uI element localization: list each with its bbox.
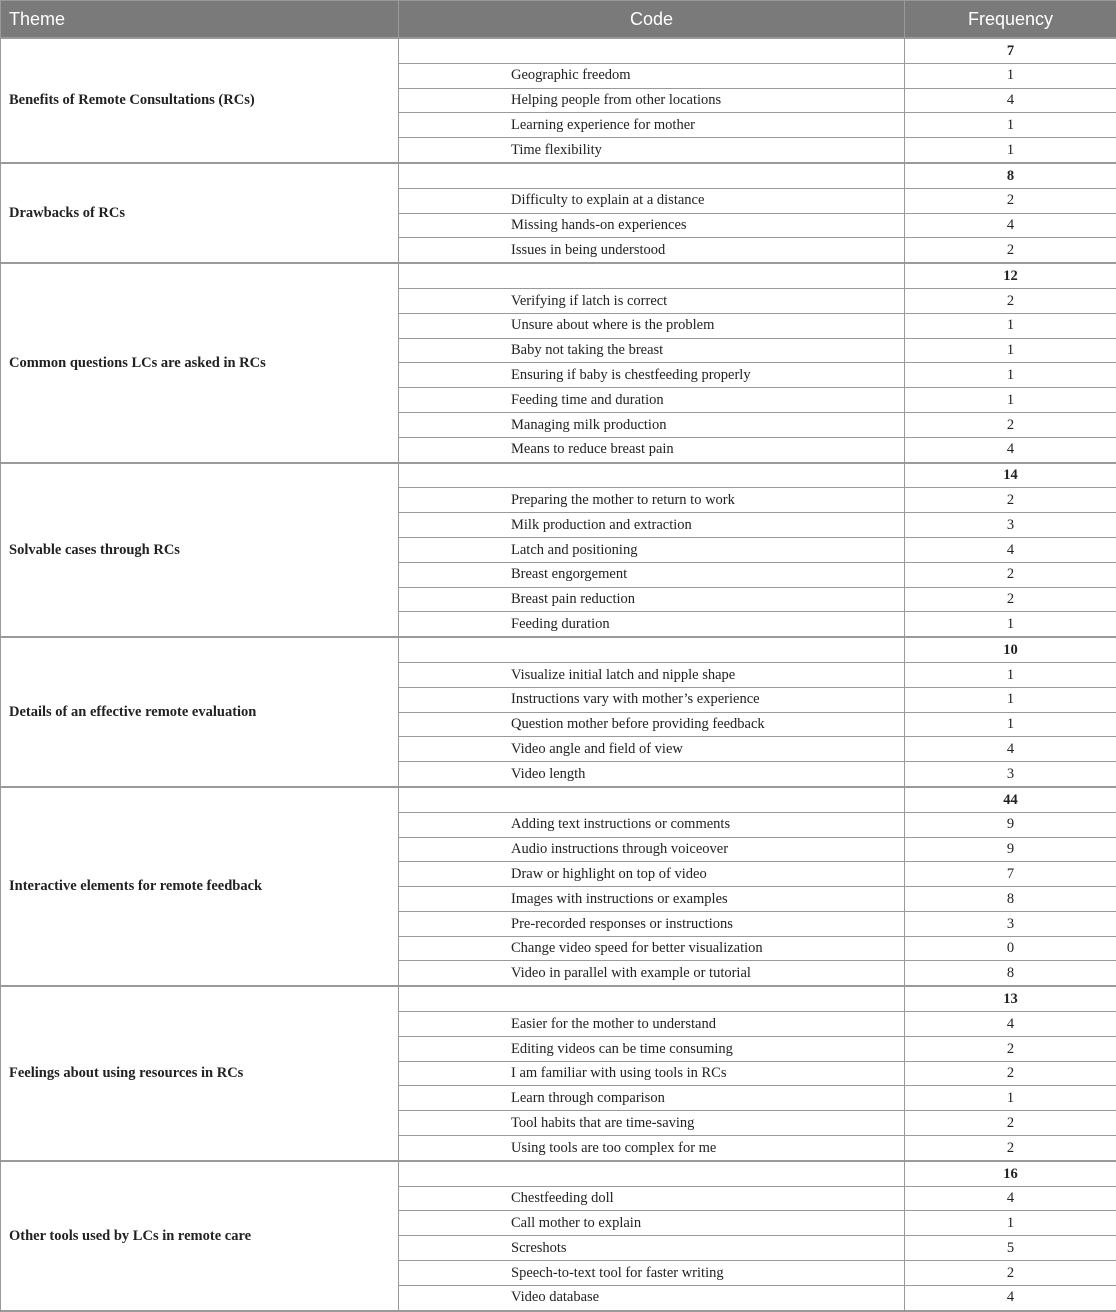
code-cell: Editing videos can be time consuming bbox=[399, 1036, 905, 1061]
code-cell: Chestfeeding doll bbox=[399, 1186, 905, 1211]
header-row bbox=[1, 1, 1116, 39]
theme-total-frequency: 7 bbox=[905, 38, 1116, 63]
code-cell: Missing hands-on experiences bbox=[399, 213, 905, 238]
theme-cell: Drawbacks of RCs bbox=[1, 163, 399, 263]
code-cell: Easier for the mother to understand bbox=[399, 1012, 905, 1037]
frequency-cell: 2 bbox=[905, 587, 1116, 612]
frequency-cell: 4 bbox=[905, 88, 1116, 113]
code-cell: Feeding duration bbox=[399, 612, 905, 637]
code-cell: Question mother before providing feedback bbox=[399, 712, 905, 737]
code-cell: Call mother to explain bbox=[399, 1211, 905, 1236]
frequency-cell: 5 bbox=[905, 1236, 1116, 1261]
code-cell: Images with instructions or examples bbox=[399, 887, 905, 912]
code-cell: Time flexibility bbox=[399, 138, 905, 163]
code-cell: Ensuring if baby is chestfeeding properly bbox=[399, 363, 905, 388]
frequency-cell: 9 bbox=[905, 812, 1116, 837]
code-cell-empty bbox=[399, 163, 905, 188]
code-cell: Audio instructions through voiceover bbox=[399, 837, 905, 862]
code-cell: Video length bbox=[399, 762, 905, 787]
frequency-cell: 2 bbox=[905, 1061, 1116, 1086]
frequency-cell: 3 bbox=[905, 513, 1116, 538]
table-body bbox=[1, 38, 1116, 1311]
theme-total-row bbox=[1, 787, 1116, 812]
frequency-cell: 1 bbox=[905, 388, 1116, 413]
theme-total-frequency: 44 bbox=[905, 787, 1116, 812]
code-cell: I am familiar with using tools in RCs bbox=[399, 1061, 905, 1086]
code-cell: Change video speed for better visualization bbox=[399, 936, 905, 961]
frequency-cell: 3 bbox=[905, 911, 1116, 936]
code-cell-empty bbox=[399, 1161, 905, 1186]
code-cell: Helping people from other locations bbox=[399, 88, 905, 113]
code-cell: Visualize initial latch and nipple shape bbox=[399, 662, 905, 687]
frequency-cell: 2 bbox=[905, 1261, 1116, 1286]
theme-total-frequency: 8 bbox=[905, 163, 1116, 188]
frequency-cell: 9 bbox=[905, 837, 1116, 862]
code-cell: Video database bbox=[399, 1285, 905, 1310]
frequency-cell: 4 bbox=[905, 537, 1116, 562]
theme-total-row bbox=[1, 263, 1116, 288]
code-cell: Pre-recorded responses or instructions bbox=[399, 911, 905, 936]
frequency-cell: 2 bbox=[905, 1036, 1116, 1061]
theme-total-row bbox=[1, 1161, 1116, 1186]
code-cell: Breast engorgement bbox=[399, 562, 905, 587]
header-code: Code bbox=[399, 1, 905, 39]
theme-total-row bbox=[1, 637, 1116, 662]
code-cell: Screshots bbox=[399, 1236, 905, 1261]
frequency-cell: 0 bbox=[905, 936, 1116, 961]
code-cell: Difficulty to explain at a distance bbox=[399, 188, 905, 213]
frequency-cell: 1 bbox=[905, 612, 1116, 637]
theme-total-frequency: 13 bbox=[905, 986, 1116, 1011]
code-cell: Baby not taking the breast bbox=[399, 338, 905, 363]
theme-cell: Details of an effective remote evaluation bbox=[1, 637, 399, 787]
theme-cell: Common questions LCs are asked in RCs bbox=[1, 263, 399, 462]
theme-total-row bbox=[1, 463, 1116, 488]
frequency-cell: 2 bbox=[905, 488, 1116, 513]
code-cell: Managing milk production bbox=[399, 412, 905, 437]
theme-total-row bbox=[1, 38, 1116, 63]
frequency-cell: 1 bbox=[905, 138, 1116, 163]
code-cell: Means to reduce breast pain bbox=[399, 437, 905, 462]
frequency-cell: 1 bbox=[905, 1086, 1116, 1111]
code-cell: Video angle and field of view bbox=[399, 737, 905, 762]
code-cell: Milk production and extraction bbox=[399, 513, 905, 538]
theme-cell: Interactive elements for remote feedback bbox=[1, 787, 399, 986]
code-cell: Video in parallel with example or tutorial bbox=[399, 961, 905, 986]
frequency-cell: 8 bbox=[905, 887, 1116, 912]
code-cell-empty bbox=[399, 637, 905, 662]
frequency-cell: 1 bbox=[905, 338, 1116, 363]
frequency-cell: 1 bbox=[905, 687, 1116, 712]
frequency-cell: 4 bbox=[905, 213, 1116, 238]
frequency-cell: 1 bbox=[905, 63, 1116, 88]
theme-cell: Other tools used by LCs in remote care bbox=[1, 1161, 399, 1311]
code-cell: Learn through comparison bbox=[399, 1086, 905, 1111]
code-cell-empty bbox=[399, 38, 905, 63]
code-cell: Geographic freedom bbox=[399, 63, 905, 88]
code-cell-empty bbox=[399, 787, 905, 812]
header-theme: Theme bbox=[1, 1, 399, 39]
frequency-cell: 1 bbox=[905, 662, 1116, 687]
theme-cell: Benefits of Remote Consultations (RCs) bbox=[1, 38, 399, 163]
code-cell: Breast pain reduction bbox=[399, 587, 905, 612]
frequency-cell: 4 bbox=[905, 1186, 1116, 1211]
header-frequency: Frequency bbox=[905, 1, 1116, 39]
table-header bbox=[1, 1, 1116, 39]
frequency-cell: 2 bbox=[905, 1111, 1116, 1136]
frequency-cell: 4 bbox=[905, 1285, 1116, 1310]
frequency-cell: 2 bbox=[905, 1136, 1116, 1161]
frequency-cell: 1 bbox=[905, 313, 1116, 338]
frequency-cell: 3 bbox=[905, 762, 1116, 787]
frequency-cell: 1 bbox=[905, 363, 1116, 388]
code-cell: Tool habits that are time-saving bbox=[399, 1111, 905, 1136]
frequency-cell: 8 bbox=[905, 961, 1116, 986]
frequency-cell: 1 bbox=[905, 1211, 1116, 1236]
code-cell: Learning experience for mother bbox=[399, 113, 905, 138]
frequency-cell: 2 bbox=[905, 412, 1116, 437]
code-cell: Preparing the mother to return to work bbox=[399, 488, 905, 513]
frequency-cell: 2 bbox=[905, 288, 1116, 313]
code-cell: Using tools are too complex for me bbox=[399, 1136, 905, 1161]
frequency-cell: 2 bbox=[905, 188, 1116, 213]
frequency-cell: 4 bbox=[905, 737, 1116, 762]
frequency-cell: 1 bbox=[905, 712, 1116, 737]
theme-total-frequency: 14 bbox=[905, 463, 1116, 488]
code-cell-empty bbox=[399, 263, 905, 288]
theme-total-row bbox=[1, 986, 1116, 1011]
code-cell: Adding text instructions or comments bbox=[399, 812, 905, 837]
theme-total-frequency: 12 bbox=[905, 263, 1116, 288]
code-cell: Speech-to-text tool for faster writing bbox=[399, 1261, 905, 1286]
code-cell: Issues in being understood bbox=[399, 238, 905, 263]
theme-total-frequency: 10 bbox=[905, 637, 1116, 662]
frequency-cell: 2 bbox=[905, 562, 1116, 587]
frequency-cell: 1 bbox=[905, 113, 1116, 138]
frequency-cell: 4 bbox=[905, 437, 1116, 462]
code-cell-empty bbox=[399, 986, 905, 1011]
theme-total-frequency: 16 bbox=[905, 1161, 1116, 1186]
code-cell: Instructions vary with mother’s experience bbox=[399, 687, 905, 712]
code-cell-empty bbox=[399, 463, 905, 488]
code-cell: Draw or highlight on top of video bbox=[399, 862, 905, 887]
frequency-cell: 7 bbox=[905, 862, 1116, 887]
code-cell: Latch and positioning bbox=[399, 537, 905, 562]
theme-cell: Feelings about using resources in RCs bbox=[1, 986, 399, 1161]
code-cell: Unsure about where is the problem bbox=[399, 313, 905, 338]
code-cell: Feeding time and duration bbox=[399, 388, 905, 413]
theme-cell: Solvable cases through RCs bbox=[1, 463, 399, 638]
frequency-cell: 2 bbox=[905, 238, 1116, 263]
code-cell: Verifying if latch is correct bbox=[399, 288, 905, 313]
frequency-cell: 4 bbox=[905, 1012, 1116, 1037]
theme-total-row bbox=[1, 163, 1116, 188]
